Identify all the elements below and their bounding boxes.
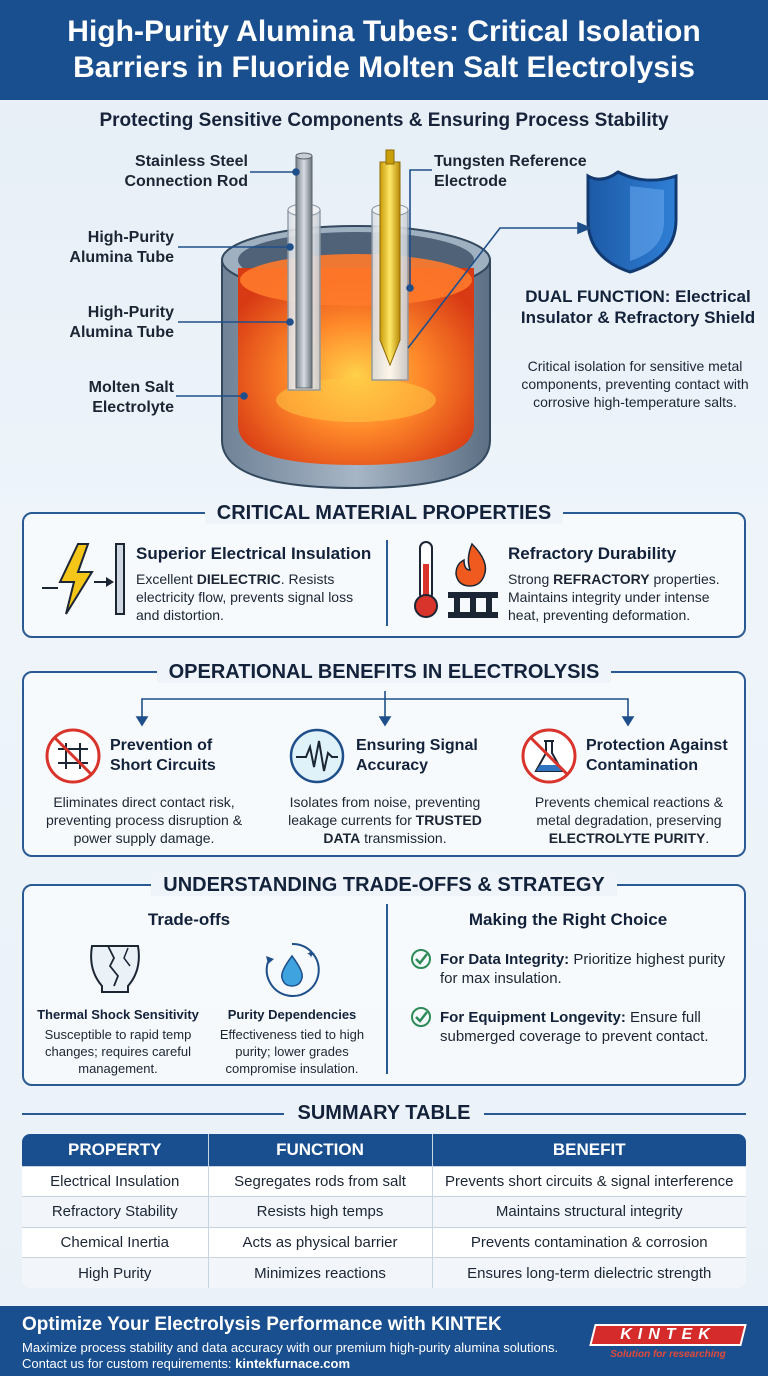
table-row — [22, 1166, 746, 1197]
kintek-logo-tagline: Solution for researching — [610, 1349, 726, 1360]
purity-drop-icon — [262, 940, 322, 1000]
table-row — [22, 1197, 746, 1228]
lightning-barrier-icon — [38, 538, 128, 618]
properties-title: CRITICAL MATERIAL PROPERTIES — [24, 502, 744, 525]
dual-function-description: Critical isolation for sensitive metal components, preventing contact with corrosive high-temperature salts. — [521, 358, 749, 410]
tradeoffs-right-title: Making the Right Choice — [468, 910, 668, 929]
choice-data-integrity: For Data Integrity: Prioritize highest purity for max insulation. — [440, 951, 726, 987]
page-subtitle: Protecting Sensitive Components & Ensuring Process Stability — [99, 110, 669, 131]
header-banner — [0, 0, 768, 100]
benefits-section — [22, 661, 746, 857]
label-alumina-tube-1: High-Purity Alumina Tube — [69, 229, 174, 266]
label-molten-salt: Molten Salt Electrolyte — [88, 379, 174, 416]
benefit-connector-arrows — [24, 673, 748, 733]
divider — [386, 540, 388, 626]
kintek-logo-text: KINTEK — [620, 1326, 716, 1343]
column-header: BENEFIT — [432, 1134, 746, 1166]
table-cell: High Purity — [22, 1258, 208, 1289]
summary-title: SUMMARY TABLE — [297, 1102, 471, 1124]
check-circle-icon — [410, 1006, 432, 1028]
benefit-desc-signal-accuracy: Isolates from noise, preventing leakage currents for TRUSTED DATA transmission. — [288, 794, 482, 846]
footer-banner — [0, 1306, 768, 1376]
column-header: PROPERTY — [22, 1134, 208, 1166]
property-title-insulation: Superior Electrical Insulation — [136, 544, 372, 563]
table-cell: Minimizes reactions — [208, 1258, 432, 1289]
thermometer-flame-icon — [410, 536, 502, 622]
dual-function-title: DUAL FUNCTION: Electrical Insulator & Refractory Shield — [520, 287, 756, 327]
page-title: High-Purity Alumina Tubes: Critical Isolation Barriers in Fluoride Molten Salt Electrolysis — [67, 15, 701, 84]
check-circle-icon — [410, 948, 432, 970]
tradeoff-desc-purity: Effectiveness tied to high purity; lower grades compromise insulation. — [219, 1027, 365, 1076]
cracked-vessel-icon — [84, 940, 146, 998]
label-steel-rod: Stainless Steel Connection Rod — [124, 153, 248, 190]
table-cell: Prevents short circuits & signal interference — [432, 1166, 746, 1197]
benefit-title-short-circuits: Prevention of Short Circuits — [110, 737, 216, 774]
footer-description: Maximize process stability and data accuracy with our premium high-purity alumina solutions. — [22, 1340, 559, 1355]
tradeoffs-title: UNDERSTANDING TRADE-OFFS & STRATEGY — [24, 874, 744, 897]
label-alumina-tube-2: High-Purity Alumina Tube — [69, 304, 174, 341]
tradeoffs-left-title: Trade-offs — [147, 910, 231, 929]
property-desc-refractory: Strong REFRACTORY properties. Maintains integrity under intense heat, preventing deformation. — [508, 571, 720, 623]
properties-section — [22, 502, 746, 638]
property-desc-insulation: Excellent DIELECTRIC. Resists electricity flow, prevents signal loss and distortion. — [136, 571, 354, 623]
table-cell: Refractory Stability — [22, 1197, 208, 1228]
table-row — [22, 1258, 746, 1289]
table-cell: Resists high temps — [208, 1197, 432, 1228]
no-contamination-flask-icon — [520, 727, 578, 785]
label-tungsten-electrode: Tungsten Reference Electrode — [434, 153, 587, 190]
table-header-row — [22, 1134, 746, 1166]
table-cell: Electrical Insulation — [22, 1166, 208, 1197]
table-row — [22, 1227, 746, 1258]
footer-title: Optimize Your Electrolysis Performance with KINTEK — [22, 1314, 502, 1335]
benefits-title: OPERATIONAL BENEFITS IN ELECTROLYSIS — [24, 661, 744, 684]
summary-table — [22, 1134, 746, 1288]
benefit-desc-short-circuits: Eliminates direct contact risk, preventing process disruption & power supply damage. — [45, 794, 243, 846]
benefit-desc-contamination: Prevents chemical reactions & metal degradation, preserving ELECTROLYTE PURITY. — [534, 794, 724, 846]
no-short-circuit-icon — [44, 727, 102, 785]
website-link[interactable]: kintekfurnace.com — [235, 1356, 351, 1371]
tradeoff-title-thermal-shock: Thermal Shock Sensitivity — [37, 1007, 199, 1022]
table-cell: Prevents contamination & corrosion — [432, 1227, 746, 1258]
footer-contact: Contact us for custom requirements: kintekfurnace.com — [22, 1356, 351, 1371]
tradeoff-title-purity: Purity Dependencies — [227, 1007, 357, 1022]
svg-text:✦: ✦ — [306, 947, 317, 961]
signal-waveform-icon — [288, 727, 346, 785]
table-cell: Ensures long-term dielectric strength — [432, 1258, 746, 1289]
table-cell: Acts as physical barrier — [208, 1227, 432, 1258]
table-cell: Segregates rods from salt — [208, 1166, 432, 1197]
benefit-title-signal-accuracy: Ensuring Signal Accuracy — [356, 737, 478, 774]
table-cell: Chemical Inertia — [22, 1227, 208, 1258]
table-cell: Maintains structural integrity — [432, 1197, 746, 1228]
property-title-refractory: Refractory Durability — [508, 544, 677, 563]
column-header: FUNCTION — [208, 1134, 432, 1166]
benefit-title-contamination: Protection Against Contamination — [586, 737, 728, 774]
tradeoff-desc-thermal-shock: Susceptible to rapid temp changes; requires careful management. — [44, 1027, 192, 1076]
choice-equipment-longevity: For Equipment Longevity: Ensure full submerged coverage to prevent contact. — [440, 1009, 709, 1045]
tradeoffs-section — [22, 874, 746, 1086]
